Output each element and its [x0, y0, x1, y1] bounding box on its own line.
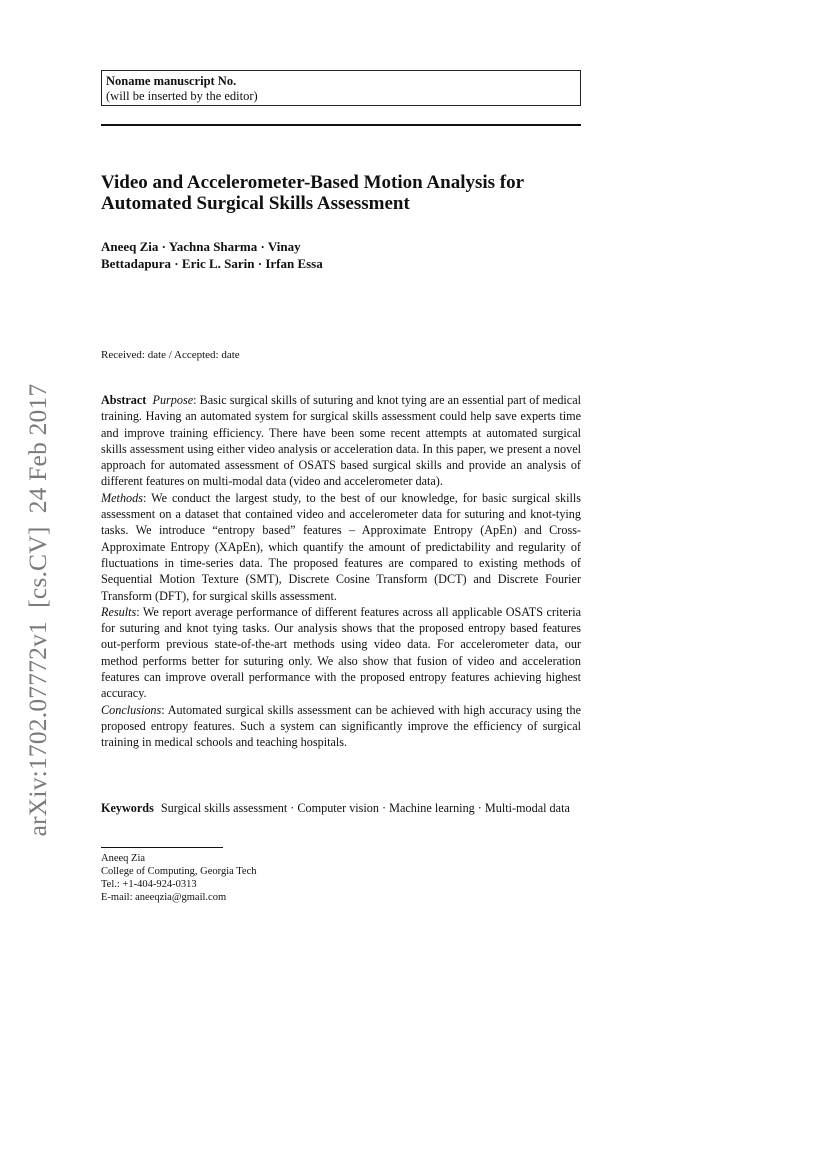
affiliation-name: Aneeq Zia	[101, 853, 146, 864]
conclusions-label: Conclusions	[101, 702, 162, 717]
abstract-methods-paragraph	[101, 490, 581, 604]
abstract-conclusions-paragraph	[101, 702, 581, 751]
results-text: : We report average performance of different features across all applicable OSATS criteria for suturing and knot tying tasks. Our analysis shows that the proposed entropy based features out-perform previous state-of-the-art methods using video data. For accelerometer data, our method performs better for suturing only. We also show that fusion of video and acceleration features can improve overall performance with the proposed entropy features achieving highest accuracy.	[101, 604, 581, 701]
footnote-rule	[101, 847, 223, 848]
author-affiliation	[101, 852, 256, 904]
abstract-section	[101, 392, 581, 751]
author-list	[101, 239, 401, 272]
abstract-heading: Abstract	[101, 393, 147, 407]
paper-title	[101, 172, 601, 214]
conclusions-text: : Automated surgical skills assessment can be achieved with high accuracy using the proposed entropy features. Such a system can significantly improve the efficiency of surgical training in medical schools and teaching hospitals.	[101, 702, 581, 750]
abstract-results-paragraph	[101, 604, 581, 702]
authors-line-2: Bettadapura · Eric L. Sarin · Irfan Essa	[101, 255, 323, 271]
authors-line-1: Aneeq Zia · Yachna Sharma · Vinay	[101, 239, 301, 254]
keywords-text: Surgical skills assessment · Computer vision · Machine learning · Multi-modal data	[160, 801, 570, 815]
purpose-text: : Basic surgical skills of suturing and knot tying are an essential part of medical training. Having an automated system for surgical skills assessment could help save experts time and improve training efficiency. There have been some recent attempts at automated surgical skills assessment using either video analysis or acceleration data. In this paper, we present a novel approach for automated assessment of OSATS based surgical skills and provide an analysis of different features on multi-modal data (video and accelerometer data).	[101, 393, 582, 489]
keywords-heading: Keywords	[101, 801, 154, 815]
manuscript-number-box	[101, 70, 581, 106]
affiliation-email: E-mail: aneeqzia@gmail.com	[101, 892, 227, 903]
affiliation-phone: Tel.: +1-404-924-0313	[101, 879, 197, 890]
purpose-label: Purpose	[152, 393, 194, 407]
methods-label: Methods	[101, 490, 143, 505]
title-line-1: Video and Accelerometer-Based Motion Analysis for	[101, 172, 525, 193]
methods-text: : We conduct the largest study, to the best of our knowledge, for basic surgical skills assessment on a dataset that contained video and accelerometer data for suturing and knot-tying tasks. We introduce “entropy based” features – Approximate Entropy (ApEn) and Cross-Approximate Entropy (XApEn), which quantify the amount of predictability and regularity of fluctuations in time-series data. The proposed features are compared to existing methods of Sequential Motion Texture (SMT), Discrete Cosine Transform (DCT) and Discrete Fourier Transform (DFT), for surgical skills assessment.	[101, 490, 581, 603]
abstract-purpose-paragraph	[101, 392, 581, 490]
results-label: Results	[101, 604, 137, 619]
header-rule	[101, 124, 581, 126]
received-accepted-dates: Received: date / Accepted: date	[101, 349, 240, 361]
editor-note: (will be inserted by the editor)	[106, 89, 258, 103]
arxiv-identifier-stamp: arXiv:1702.07772v1 [cs.CV] 24 Feb 2017	[23, 383, 52, 837]
title-line-2: Automated Surgical Skills Assessment	[101, 193, 410, 214]
manuscript-number-label: Noname manuscript No.	[106, 74, 237, 88]
affiliation-institution: College of Computing, Georgia Tech	[101, 866, 257, 877]
keywords-section	[101, 800, 581, 816]
